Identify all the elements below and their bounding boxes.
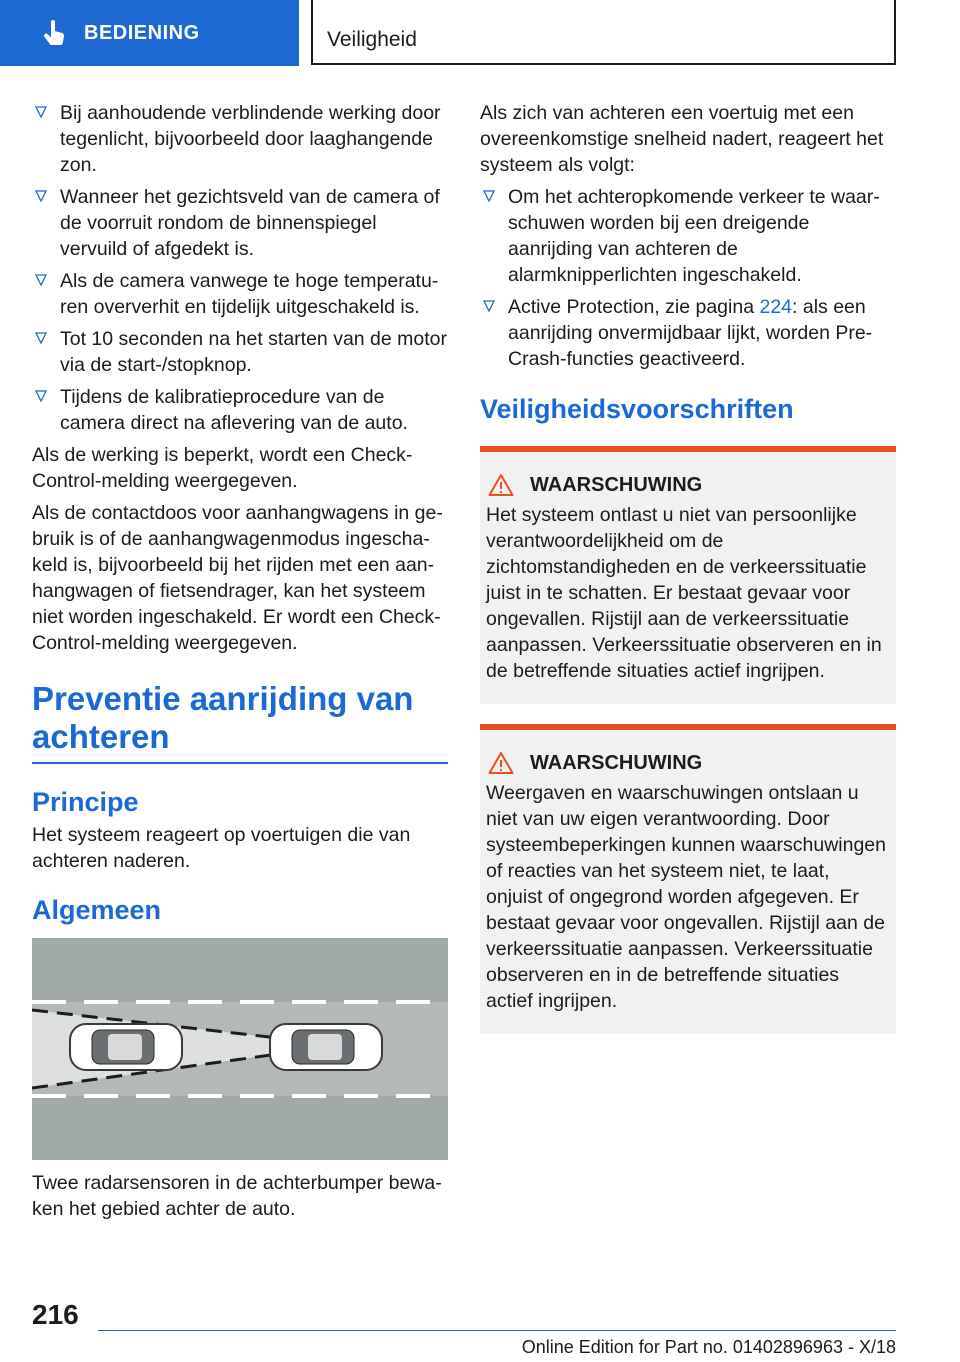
- list-item-text-pre: Active Protection, zie pagina: [508, 296, 760, 318]
- paragraph-intro: Als zich van achteren een voertuig met een overeenkomstige snelheid nadert, reageert het systeem als volgt:: [480, 102, 884, 176]
- limitation-list: [32, 100, 448, 436]
- warning-text: Weergaven en waarschuwingen ontslaan u niet van uw eigen verantwoording. Door systeembeperkingen kunnen waarschuwingen of reacties van het systeem niet, te laat, onjuist of ongegrond worden afgegeven. Er bestaat gevaar voor ongevallen. Rijstijl aan de verkeerssituatie aanpassen. Verkeerssituatie observeren en in de betreffende situaties actief ingrijpen.: [486, 782, 886, 1012]
- warning-box: [480, 724, 896, 1034]
- heading-algemeen: Algemeen: [32, 895, 162, 925]
- list-item-text: Wanneer het gezichtsveld van de camera of de voorruit rondom de binnenspiegel vervuild of afgedekt is.: [60, 186, 440, 260]
- list-item: [32, 384, 448, 436]
- list-item-text: Tot 10 seconden na het starten van de motor via de start-/stopknop.: [60, 328, 448, 376]
- paragraph-principe: Het systeem reageert op voertuigen die van achteren naderen.: [32, 824, 411, 872]
- triangle-bullet-icon: [35, 390, 47, 402]
- triangle-bullet-icon: [35, 332, 47, 344]
- paragraph-trailer-socket: Als de contactdoos voor aanhangwagens in gebruik is of de aanhangwagenmodus ingeschakeld is, bijvoorbeeld bij het rijden met een aanhangwagen of fietsendrager, kan het systeem niet worden ingeschakeld. Er wordt een Check-Control-melding weergegeven.: [32, 502, 443, 654]
- warning-header: [486, 750, 888, 776]
- triangle-bullet-icon: [35, 106, 47, 118]
- list-item: [480, 184, 896, 288]
- list-item: [32, 184, 448, 262]
- paragraph-limited-function: Als de werking is beperkt, wordt een Check-Control-melding weergegeven.: [32, 444, 413, 492]
- chapter-title: Veiligheid: [311, 0, 896, 65]
- warning-header: [486, 472, 888, 498]
- footer-divider: [98, 1330, 896, 1331]
- list-item: [32, 326, 448, 378]
- figure-caption: Twee radarsensoren in de achterbumper bewaken het gebied achter de auto.: [32, 1172, 442, 1220]
- list-item-text: Als de camera vanwege te hoge temperaturen oververhit en tijdelijk uitgeschakeld is.: [60, 270, 439, 318]
- edition-note: Online Edition for Part no. 01402896963 - X/18: [521, 1337, 896, 1357]
- triangle-bullet-icon: [35, 274, 47, 286]
- rear-car-illustration: [70, 1024, 182, 1070]
- warning-title: WAARSCHUWING: [530, 474, 703, 496]
- reaction-list: [480, 184, 896, 372]
- warning-triangle-icon: [488, 473, 514, 497]
- hand-pointer-icon: [40, 19, 68, 47]
- warning-box: [480, 446, 896, 704]
- list-item: [480, 294, 896, 372]
- page-link-224[interactable]: 224: [759, 296, 793, 318]
- triangle-bullet-icon: [483, 300, 495, 312]
- heading-rear-collision-prevention: Preventie aanrijding van achteren: [32, 680, 448, 764]
- list-item: [32, 100, 448, 178]
- heading-principe: Principe: [32, 787, 139, 817]
- list-item: [32, 268, 448, 320]
- right-column: [480, 100, 896, 1050]
- list-item-text: Om het achteropkomende verkeer te waarschuwen worden bij een dreigende aanrijding van achteren de alarmknipperlichten ingeschakeld.: [508, 186, 880, 286]
- warning-triangle-icon: [488, 751, 514, 775]
- list-item-text-post: : als een aanrijding onvermijdbaar lijkt, worden Pre-Crash-functies geactiveerd.: [508, 296, 873, 370]
- page-number: 216: [32, 1299, 79, 1330]
- list-item-text: Bij aanhoudende verblindende werking door tegenlicht, bijvoorbeeld door laaghangende zon.: [60, 102, 441, 176]
- section-tab-bediening[interactable]: [0, 0, 299, 66]
- list-item-text: Tijdens de kalibratieprocedure van de camera direct na aflevering van de auto.: [60, 386, 408, 434]
- heading-safety-instructions: Veiligheidsvoorschriften: [480, 394, 794, 424]
- left-column: [32, 100, 448, 1228]
- section-tab-label: BEDIENING: [84, 21, 200, 44]
- front-car-illustration: [270, 1024, 382, 1070]
- triangle-bullet-icon: [483, 190, 495, 202]
- warning-text: Het systeem ontlast u niet van persoonlijke verantwoordelijkheid om de zichtomstandigheden en de verkeerssituatie juist in te schatten. Er bestaat gevaar voor ongevallen. Rijstijl aan de verkeerssituatie aanpassen. Verkeerssituatie observeren en in de betreffende situaties actief ingrijpen.: [486, 504, 882, 682]
- triangle-bullet-icon: [35, 190, 47, 202]
- radar-illustration: [32, 938, 448, 1160]
- warning-title: WAARSCHUWING: [530, 752, 703, 774]
